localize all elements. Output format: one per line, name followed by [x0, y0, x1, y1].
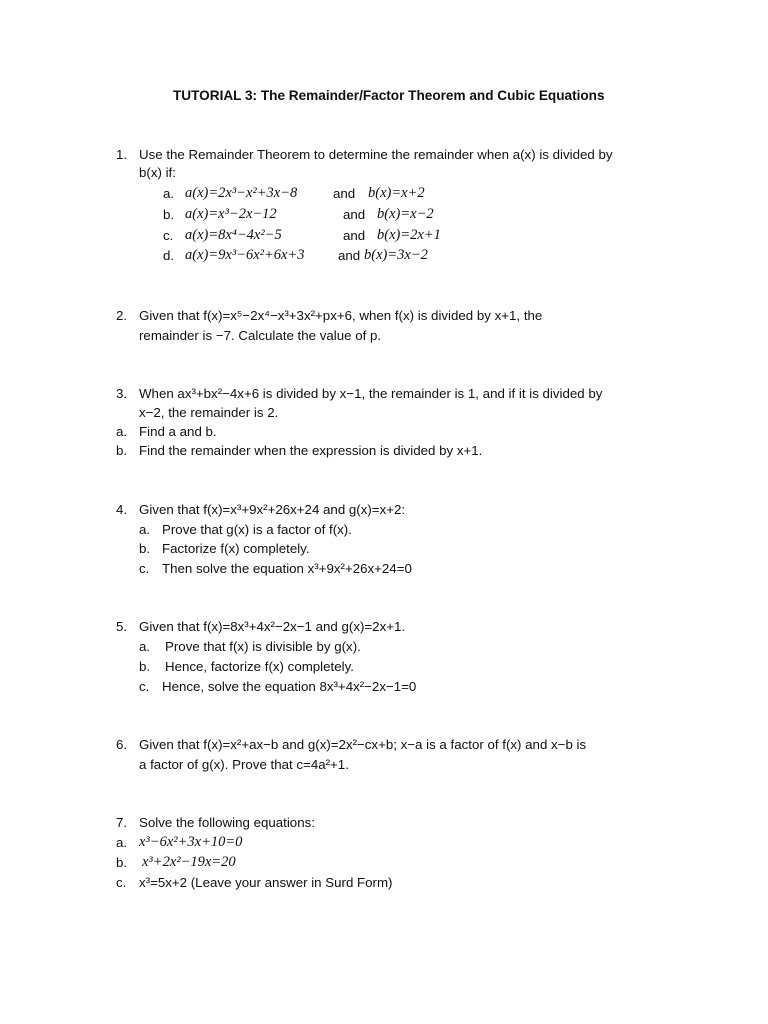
question-text: When ax³+bx²−4x+6 is divided by x−1, the remainder is 1, and if it is divided by — [139, 386, 603, 401]
sub-label: d. — [163, 248, 175, 263]
sub-question: Factorize f(x) completely. — [162, 541, 310, 556]
equation: x³−6x²+3x+10=0 — [139, 834, 243, 850]
sub-label: a. — [163, 186, 175, 201]
sub-label: b. — [163, 207, 175, 222]
question-text: Solve the following equations: — [139, 815, 315, 830]
sub-label: a. — [139, 522, 151, 537]
sub-label: c. — [116, 875, 127, 890]
question-text: Given that f(x)=8x³+4x²−2x−1 and g(x)=2x+1. — [139, 619, 406, 634]
question-number: 3. — [116, 386, 128, 401]
sub-question: Then solve the equation x³+9x²+26x+24=0 — [162, 561, 412, 576]
question-text: Use the Remainder Theorem to determine the remainder when a(x) is divided by — [139, 147, 613, 162]
equation: b(x)=3x−2 — [364, 247, 428, 263]
question-number: 4. — [116, 502, 128, 517]
and-text: and — [338, 248, 361, 263]
question-number: 1. — [116, 147, 128, 162]
page-title: TUTORIAL 3: The Remainder/Factor Theorem and Cubic Equations — [173, 88, 605, 103]
sub-label: b. — [116, 443, 128, 458]
sub-question: x³=5x+2 (Leave your answer in Surd Form) — [139, 875, 393, 890]
equation: b(x)=x+2 — [368, 185, 425, 201]
equation: a(x)=9x³−6x²+6x+3 — [185, 247, 305, 263]
and-text: and — [343, 207, 366, 222]
sub-question: Prove that g(x) is a factor of f(x). — [162, 522, 352, 537]
sub-label: b. — [139, 659, 151, 674]
sub-label: c. — [139, 679, 150, 694]
question-text: Given that f(x)=x⁵−2x⁴−x³+3x²+px+6, when f(x) is divided by x+1, the — [139, 308, 543, 323]
equation: x³+2x²−19x=20 — [142, 854, 236, 870]
question-text: a factor of g(x). Prove that c=4a²+1. — [139, 757, 349, 772]
question-text: Given that f(x)=x³+9x²+26x+24 and g(x)=x+2: — [139, 502, 406, 517]
question-number: 5. — [116, 619, 128, 634]
equation: b(x)=2x+1 — [377, 227, 441, 243]
sub-label: b. — [139, 541, 151, 556]
question-text: x−2, the remainder is 2. — [139, 405, 279, 420]
sub-question: Prove that f(x) is divisible by g(x). — [165, 639, 361, 654]
question-text: b(x) if: — [139, 165, 176, 180]
and-text: and — [343, 228, 366, 243]
sub-question: Find a and b. — [139, 424, 217, 439]
sub-label: c. — [163, 228, 174, 243]
sub-label: a. — [116, 835, 128, 850]
sub-label: a. — [116, 424, 128, 439]
equation: b(x)=x−2 — [377, 206, 434, 222]
question-number: 7. — [116, 815, 128, 830]
sub-question: Hence, factorize f(x) completely. — [165, 659, 354, 674]
sub-question: Hence, solve the equation 8x³+4x²−2x−1=0 — [162, 679, 417, 694]
equation: a(x)=x³−2x−12 — [185, 206, 277, 222]
equation: a(x)=2x³−x²+3x−8 — [185, 185, 298, 201]
equation: a(x)=8x⁴−4x²−5 — [185, 227, 282, 243]
sub-question: Find the remainder when the expression is divided by x+1. — [139, 443, 483, 458]
and-text: and — [333, 186, 356, 201]
sub-label: a. — [139, 639, 151, 654]
question-number: 2. — [116, 308, 128, 323]
question-text: Given that f(x)=x²+ax−b and g(x)=2x²−cx+b; x−a is a factor of f(x) and x−b is — [139, 737, 587, 752]
sub-label: c. — [139, 561, 150, 576]
question-text: remainder is −7. Calculate the value of p. — [139, 328, 382, 343]
question-number: 6. — [116, 737, 128, 752]
sub-label: b. — [116, 855, 128, 870]
